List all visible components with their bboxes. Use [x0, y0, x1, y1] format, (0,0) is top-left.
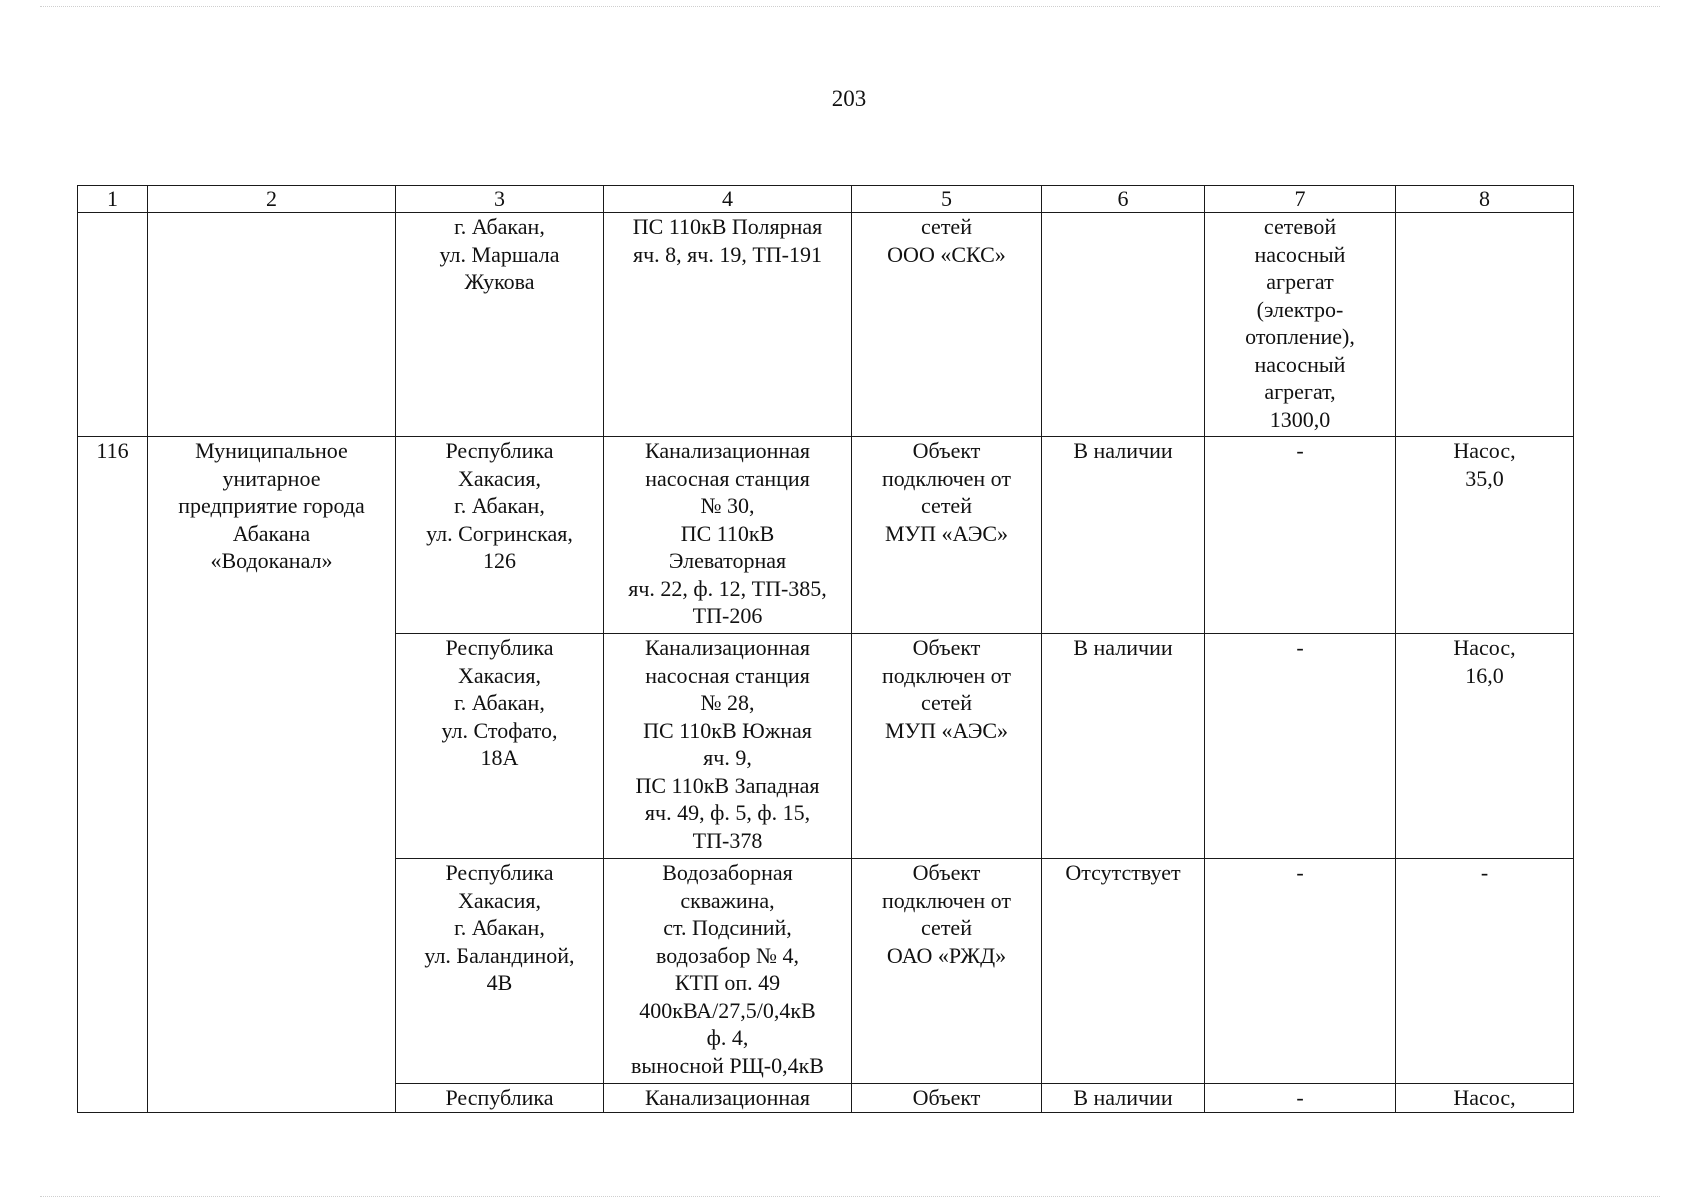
- cell-power-source: Канализационная насосная станция № 30, ПС 110кВ Элеваторная яч. 22, ф. 12, ТП-385, ТП-206: [604, 437, 852, 634]
- cell-other: Насос,: [1396, 1084, 1574, 1113]
- cell-connection: Объект: [852, 1084, 1042, 1113]
- header-col-3: 3: [396, 186, 604, 213]
- cell-organization: Муниципальное унитарное предприятие города Абакана «Водоканал»: [148, 437, 396, 1113]
- cell-backup: В наличии: [1042, 437, 1205, 634]
- header-col-5: 5: [852, 186, 1042, 213]
- cell-equipment: -: [1205, 634, 1396, 859]
- cell-address: Республика Хакасия, г. Абакан, ул. Согринская, 126: [396, 437, 604, 634]
- header-row: [78, 186, 1574, 213]
- cell-backup: В наличии: [1042, 634, 1205, 859]
- scan-edge-top: [40, 6, 1660, 7]
- header-col-6: 6: [1042, 186, 1205, 213]
- cell-connection: Объект подключен от сетей ОАО «РЖД»: [852, 859, 1042, 1084]
- cell-other: Насос, 35,0: [1396, 437, 1574, 634]
- cell-backup: Отсутствует: [1042, 859, 1205, 1084]
- cell-other: [1396, 213, 1574, 437]
- header-col-2: 2: [148, 186, 396, 213]
- cell-connection: Объект подключен от сетей МУП «АЭС»: [852, 634, 1042, 859]
- cell-address: Республика Хакасия, г. Абакан, ул. Стофато, 18А: [396, 634, 604, 859]
- cell-other: Насос, 16,0: [1396, 634, 1574, 859]
- scan-edge-bottom: [40, 1196, 1660, 1197]
- cell-power-source: ПС 110кВ Полярная яч. 8, яч. 19, ТП-191: [604, 213, 852, 437]
- cell-address: Республика: [396, 1084, 604, 1113]
- data-table: [77, 185, 1574, 1113]
- cell-power-source: Канализационная насосная станция № 28, ПС 110кВ Южная яч. 9, ПС 110кВ Западная яч. 49, ф. 5, ф. 15, ТП-378: [604, 634, 852, 859]
- cell-address: г. Абакан, ул. Маршала Жукова: [396, 213, 604, 437]
- cell-backup: В наличии: [1042, 1084, 1205, 1113]
- cell-equipment: -: [1205, 1084, 1396, 1113]
- cell-backup: [1042, 213, 1205, 437]
- cell-number: 116: [78, 437, 148, 1113]
- cell-equipment: -: [1205, 859, 1396, 1084]
- cell-equipment: сетевой насосный агрегат (электро- отопление), насосный агрегат, 1300,0: [1205, 213, 1396, 437]
- page-number: 203: [831, 86, 867, 111]
- cell-address: Республика Хакасия, г. Абакан, ул. Баландиной, 4В: [396, 859, 604, 1084]
- cell-equipment: -: [1205, 437, 1396, 634]
- cell-connection: Объект подключен от сетей МУП «АЭС»: [852, 437, 1042, 634]
- cell-connection: сетей ООО «СКС»: [852, 213, 1042, 437]
- table-row-continuation: [78, 213, 1574, 437]
- cell-power-source: Водозаборная скважина, ст. Подсиний, водозабор № 4, КТП оп. 49 400кВА/27,5/0,4кВ ф. 4, выносной РЩ-0,4кВ: [604, 859, 852, 1084]
- cell-power-source: Канализационная: [604, 1084, 852, 1113]
- cell-other: -: [1396, 859, 1574, 1084]
- table-row: [78, 437, 1574, 634]
- header-col-7: 7: [1205, 186, 1396, 213]
- header-col-4: 4: [604, 186, 852, 213]
- header-col-1: 1: [78, 186, 148, 213]
- header-col-8: 8: [1396, 186, 1574, 213]
- cell-organization: [148, 213, 396, 437]
- cell-number: [78, 213, 148, 437]
